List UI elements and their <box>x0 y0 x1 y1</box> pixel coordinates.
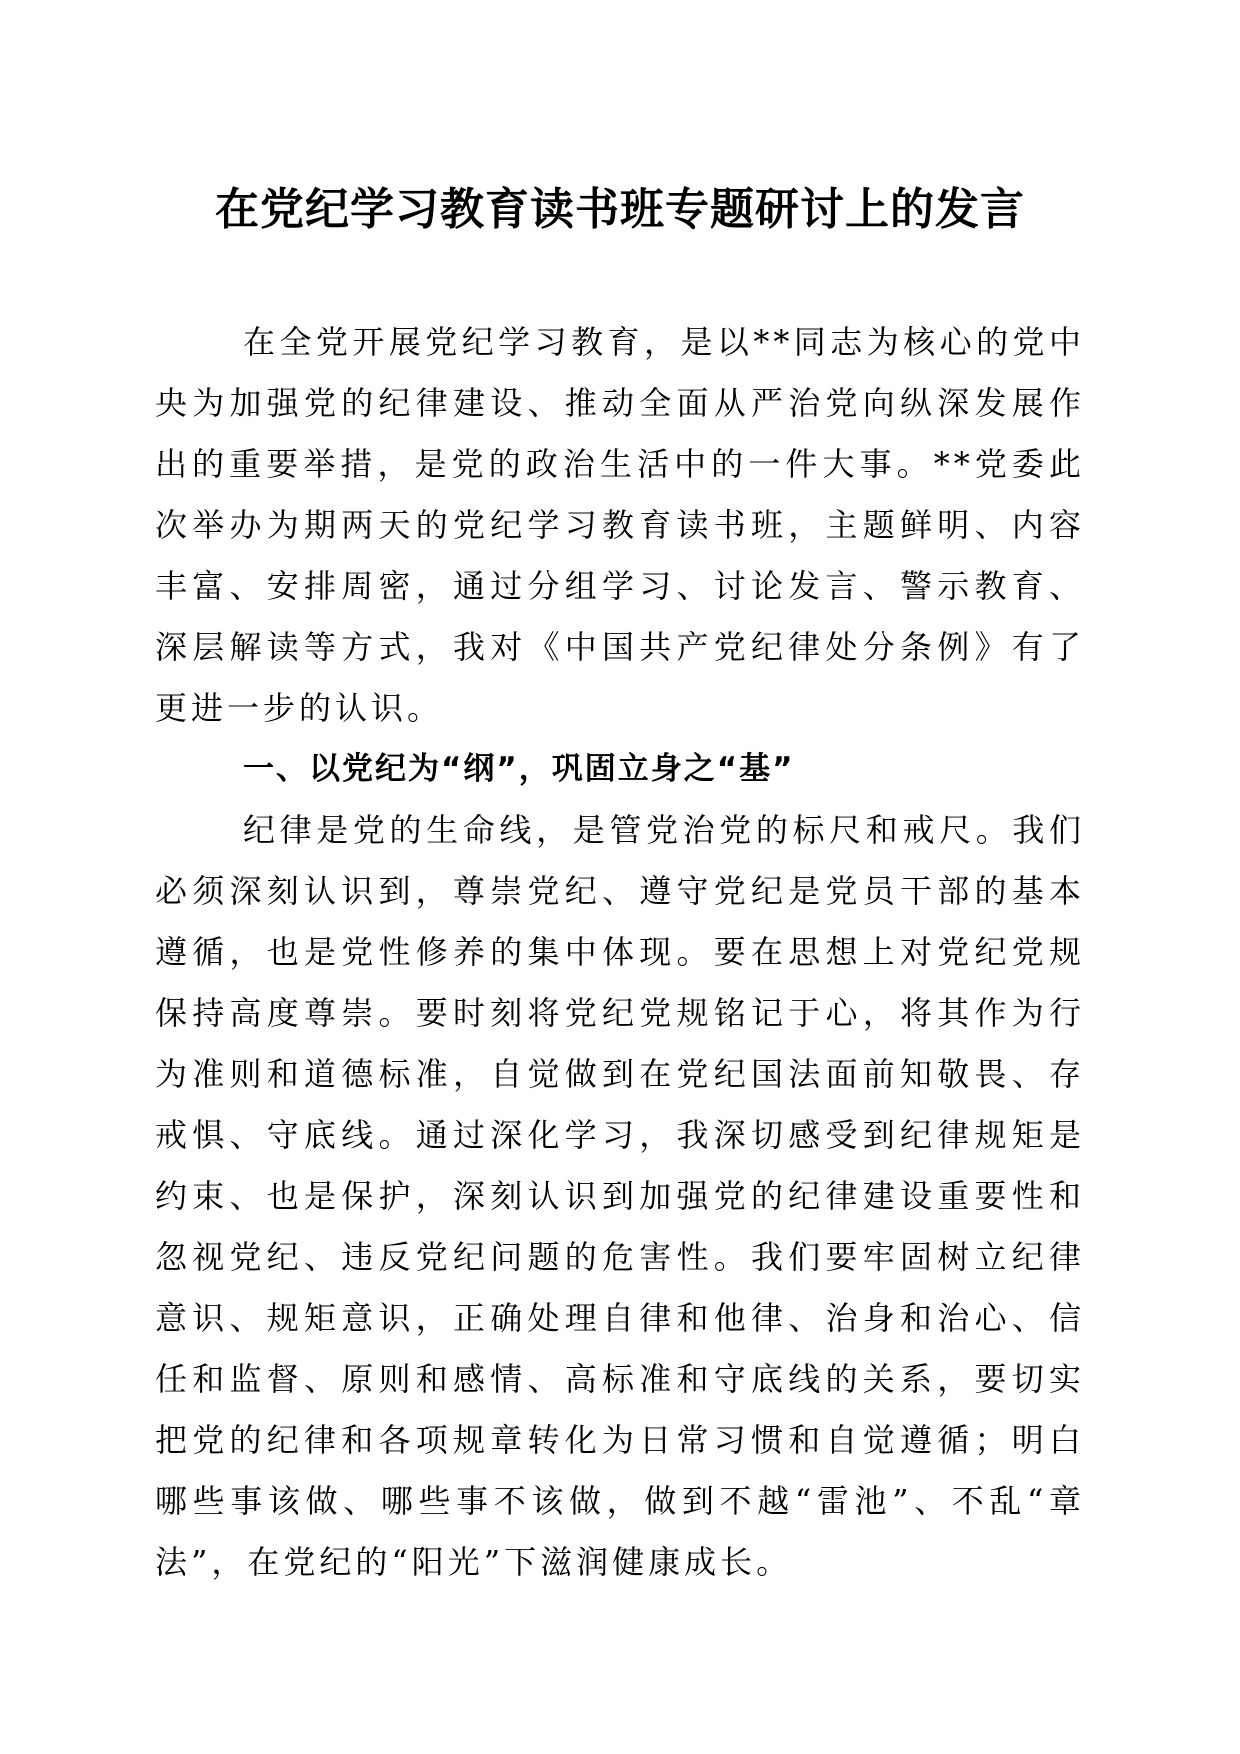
intro-paragraph: 在全党开展党纪学习教育，是以**同志为核心的党中央为加强党的纪律建设、推动全面从严治党向纵深发展作出的重要举措，是党的政治生活中的一件大事。**党委此次举办为期两天的党纪学习教育读书班，主题鲜明、内容丰富、安排周密，通过分组学习、讨论发言、警示教育、深层解读等方式，我对《中国共产党纪律处分条例》有了更进一步的认识。 <box>155 323 1085 727</box>
section-1-paragraph: 纪律是党的生命线，是管党治党的标尺和戒尺。我们必须深刻认识到，尊崇党纪、遵守党纪是党员干部的基本遵循，也是党性修养的集中体现。要在思想上对党纪党规保持高度尊崇。要时刻将党纪党规铭记于心，将其作为行为准则和道德标准，自觉做到在党纪国法面前知敬畏、存戒惧、守底线。通过深化学习，我深切感受到纪律规矩是约束、也是保护，深刻认识到加强党的纪律建设重要性和忽视党纪、违反党纪问题的危害性。我们要牢固树立纪律意识、规矩意识，正确处理自律和他律、治身和治心、信任和监督、原则和感情、高标准和守底线的关系，要切实把党的纪律和各项规章转化为日常习惯和自觉遵循；明白哪些事该做、哪些事不该做，做到不越“雷池”、不乱“章法”，在党纪的“阳光”下滋润健康成长。 <box>155 811 1085 1581</box>
document-body <box>155 312 1085 1593</box>
section-heading-1: 一、以党纪为“纲”，巩固立身之“基” <box>243 751 795 787</box>
document-title: 在党纪学习教育读书班专题研讨上的发言 <box>215 184 1025 235</box>
